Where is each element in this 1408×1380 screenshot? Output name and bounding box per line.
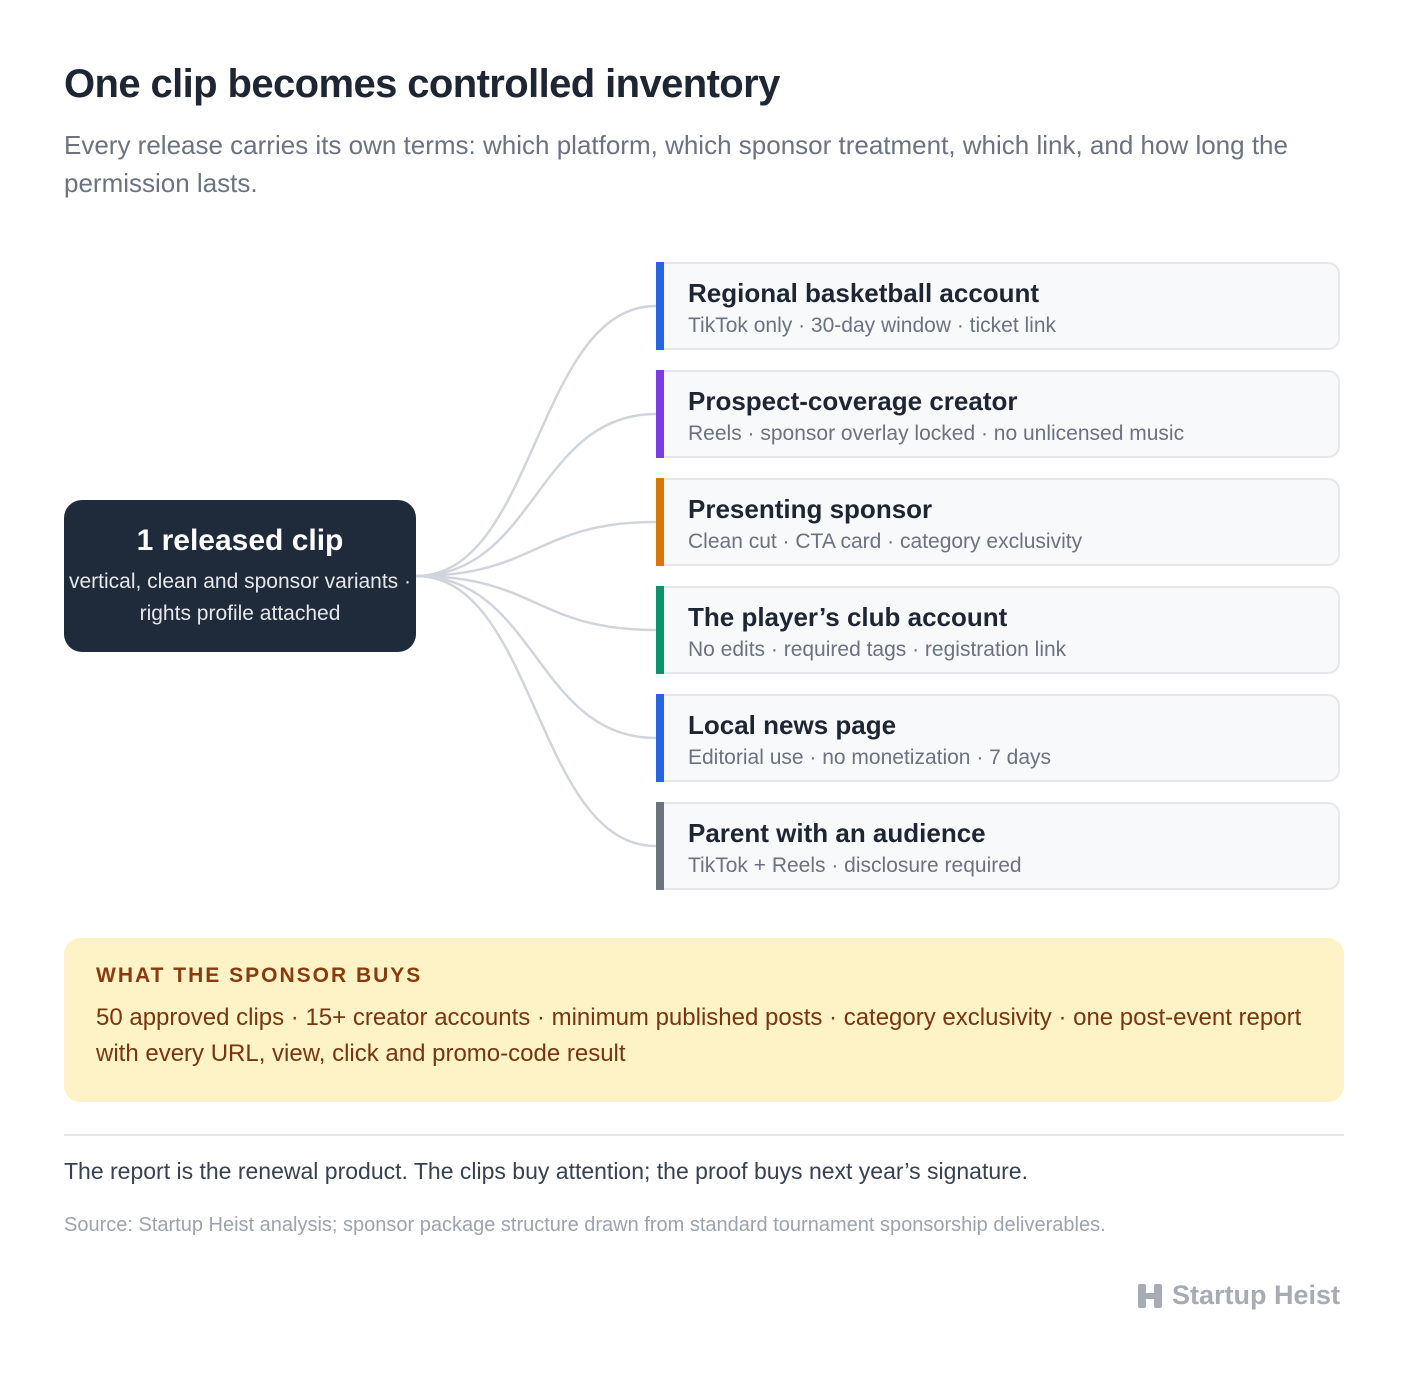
destination-accent-bar: [656, 370, 664, 458]
destination-terms: Reels · sponsor overlay locked · no unlicensed music: [688, 422, 1185, 445]
brand-name: Startup Heist: [1171, 1280, 1340, 1310]
source-note: Source: Startup Heist analysis; sponsor package structure drawn from standard tournament sponsorship deliverables.: [64, 1214, 1106, 1236]
destination-accent-bar: [656, 586, 664, 674]
source-node-subtitle: vertical, clean and sponsor variants · rights profile attached: [69, 570, 411, 625]
destination-accent-bar: [656, 262, 664, 350]
page-title: One clip becomes controlled inventory: [64, 62, 780, 106]
destination-terms: Editorial use · no monetization · 7 days: [688, 746, 1052, 769]
destination-card: [656, 478, 1340, 566]
divider: [64, 1134, 1344, 1136]
destination-card: [656, 586, 1340, 674]
sponsor-callout: [64, 938, 1344, 1102]
takeaway-text: The report is the renewal product. The clips buy attention; the proof buys next year’s signature.: [64, 1158, 1028, 1184]
connector-line: [416, 576, 656, 846]
destination-accent-bar: [656, 694, 664, 782]
callout-body: 50 approved clips · 15+ creator accounts · minimum published posts · category exclusivity · one post-event report with every URL, view, click and promo-code result: [96, 1004, 1302, 1067]
callout-label: WHAT THE SPONSOR BUYS: [96, 964, 423, 987]
destination-card: [656, 262, 1340, 350]
page-subtitle: Every release carries its own terms: which platform, which sponsor treatment, which link, and how long the permission lasts.: [64, 130, 1288, 198]
destination-terms: TikTok + Reels · disclosure required: [688, 854, 1022, 877]
destination-card: [656, 370, 1340, 458]
destination-title: The player’s club account: [688, 602, 1008, 632]
destination-title: Regional basketball account: [688, 278, 1040, 308]
destination-accent-bar: [656, 802, 664, 890]
destination-card: [656, 802, 1340, 890]
source-node: [64, 500, 416, 652]
destination-terms: TikTok only · 30-day window · ticket link: [688, 314, 1057, 337]
destination-terms: No edits · required tags · registration link: [688, 638, 1067, 661]
destination-terms: Clean cut · CTA card · category exclusivity: [688, 530, 1083, 553]
destination-title: Parent with an audience: [688, 818, 986, 848]
source-node-title: 1 released clip: [136, 524, 344, 557]
connector-line: [416, 306, 656, 576]
destination-title: Presenting sponsor: [688, 494, 933, 524]
destination-accent-bar: [656, 478, 664, 566]
destination-title: Local news page: [688, 710, 897, 740]
destination-card: [656, 694, 1340, 782]
startup-heist-icon: [1136, 1282, 1164, 1310]
destination-title: Prospect-coverage creator: [688, 386, 1018, 416]
brand-logo: [1136, 1280, 1340, 1311]
